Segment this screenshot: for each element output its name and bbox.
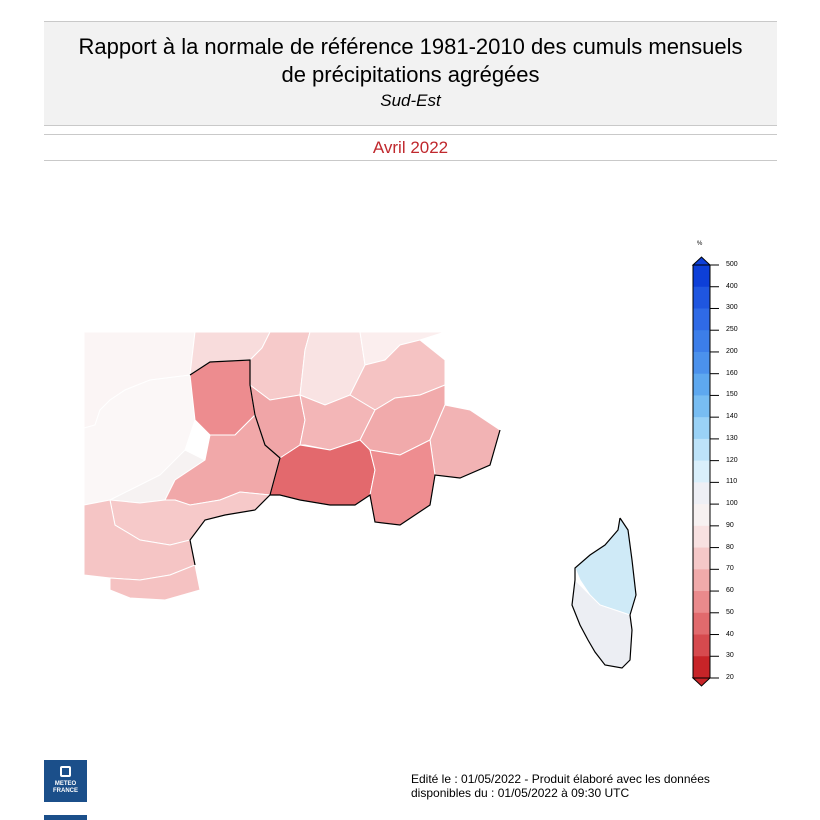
legend-color-step: [693, 308, 710, 330]
legend-color-step: [693, 526, 710, 548]
legend-color-step: [693, 352, 710, 374]
legend-color-step: [693, 395, 710, 417]
legend-color-step: [693, 569, 710, 591]
legend-tick-label: 160: [726, 369, 738, 377]
legend-tick-label: 100: [726, 500, 738, 508]
legend-tick-label: 70: [726, 565, 734, 573]
footer-line-1: Edité le : 01/05/2022 - Produit élaboré avec les données: [411, 772, 710, 786]
legend-tick-label: 60: [726, 587, 734, 595]
legend-color-step: [693, 374, 710, 396]
corsica: [572, 518, 636, 668]
legend-tick-label: 30: [726, 652, 734, 660]
dept-alpes-maritimes: [430, 405, 500, 478]
legend-tick-label: 80: [726, 543, 734, 551]
legend-tick-label: 90: [726, 521, 734, 529]
legend-color-step: [693, 635, 710, 657]
map-title-line-1: Rapport à la normale de référence 1981-2010 des cumuls mensuels: [78, 34, 743, 59]
legend-tick-label: 500: [726, 261, 738, 268]
legend-color-step: [693, 265, 710, 287]
legend-tick-label: 20: [726, 674, 734, 681]
mainland-departments: [84, 332, 500, 600]
legend-tick-label: 110: [726, 478, 738, 486]
legend-color-step: [693, 417, 710, 439]
secondary-logo: [44, 815, 87, 820]
legend-colorbar: [693, 257, 719, 686]
logo-text-1: METEO: [54, 781, 77, 787]
legend-color-step: [693, 461, 710, 483]
legend-top-arrow: [693, 257, 710, 265]
footer-line-2: disponibles du : 01/05/2022 à 09:30 UTC: [411, 786, 630, 800]
legend-tick-label: 400: [726, 282, 738, 290]
region-subtitle: Sud-Est: [380, 91, 441, 110]
legend-tick-label: 250: [726, 326, 738, 334]
legend-tick-label: 200: [726, 347, 738, 355]
legend-tick-label: 140: [726, 413, 738, 421]
legend-tick-label: 50: [726, 608, 734, 616]
footer-note: [411, 772, 710, 800]
legend-tick-label: 40: [726, 630, 734, 638]
legend-color-step: [693, 613, 710, 635]
legend-color-step: [693, 482, 710, 504]
dept-ardeche: [190, 360, 255, 435]
legend-color-step: [693, 504, 710, 526]
legend-tick-label: 130: [726, 434, 738, 442]
legend-color-step: [693, 656, 710, 678]
logo-icon: [60, 766, 71, 777]
legend-tick-label: 300: [726, 304, 738, 312]
logo-text-2: FRANCE: [53, 788, 78, 794]
legend-color-step: [693, 591, 710, 613]
legend-color-step: [693, 439, 710, 461]
period-label: Avril 2022: [44, 134, 777, 161]
legend-tick-label: 150: [726, 391, 738, 399]
legend-tick-label: 120: [726, 456, 738, 464]
meteo-france-logo: [44, 760, 87, 802]
legend-color-step: [693, 548, 710, 570]
legend-unit: %: [697, 241, 703, 247]
legend-color-step: [693, 287, 710, 309]
map-title-line-2: de précipitations agrégées: [281, 62, 540, 87]
legend-color-step: [693, 330, 710, 352]
legend-bottom-arrow: [693, 678, 710, 686]
